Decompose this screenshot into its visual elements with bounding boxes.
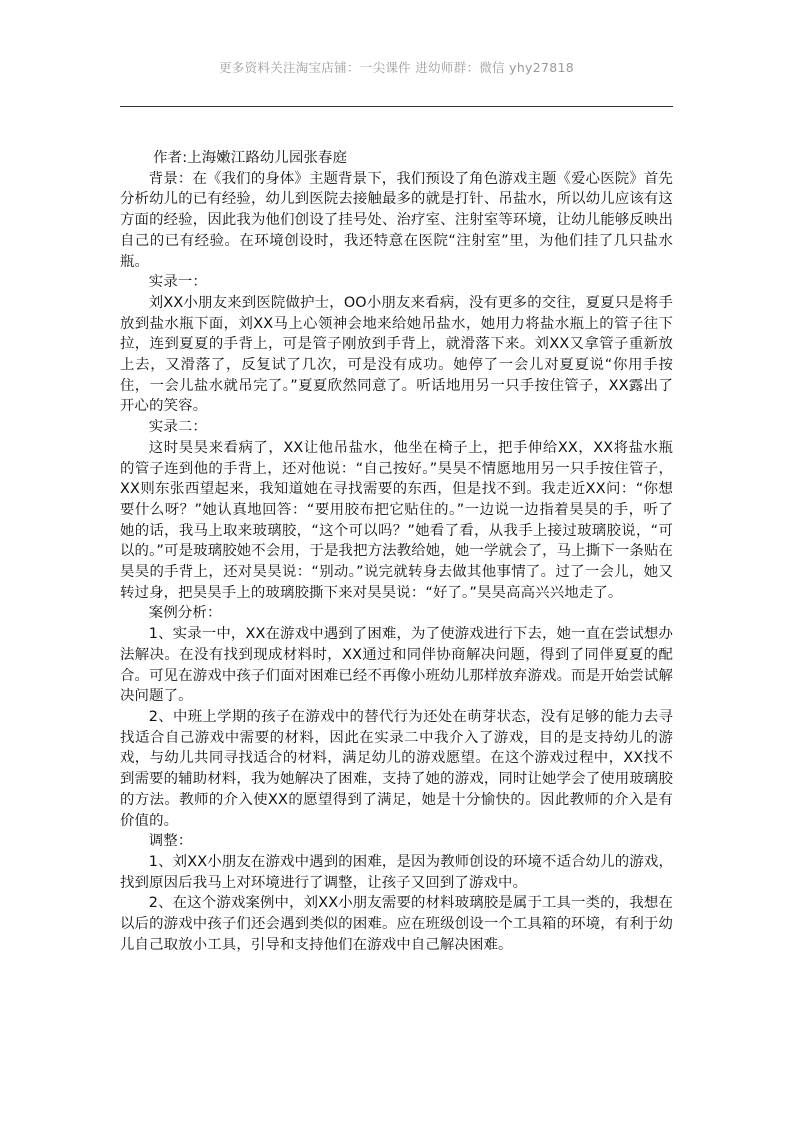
analysis-paragraph-2: 2、中班上学期的孩子在游戏中的替代行为还处在萌芽状态，没有足够的能力去寻找适合自己游戏中需要的材料，因此在实录二中我介入了游戏，目的是支持幼儿的游戏，与幼儿共同寻找适合的材料，满足幼儿的游戏愿望。在这个游戏过程中，XX找不到需要的辅助材料，我为她解决了困难，支持了她的游戏，同时让她学会了使用玻璃胶的方法。教师的介入使XX的愿望得到了满足，她是十分愉快的。因此教师的介入是有价值的。 [120,708,673,829]
section-heading-record-one: 实录一： [148,274,207,291]
analysis-paragraph-1: 1、实录一中，XX在游戏中遇到了困难，为了使游戏进行下去，她一直在尝试想办法解决。在没有找到现成材料时，XX通过和同伴协商解决问题，得到了同伴夏夏的配合。可见在游戏中孩子们面对困难已经不再像小班幼儿那样放弃游戏。而是开始尝试解决问题了。 [120,626,673,705]
record-two-paragraph: 这时昊昊来看病了，XX让他吊盐水，他坐在椅子上，把手伸给XX，XX将盐水瓶的管子连到他的手背上，还对他说：“自己按好。”昊昊不情愿地用另一只手按住管子，XX则东张西望起来，我知道她在寻找需要的东西，但是找不到。我走近XX问：“你想要什么呀？”她认真地回答：“要用胶布把它贴住的。”一边说一边指着昊昊的手，听了她的话，我马上取来玻璃胶，“这个可以吗？”她看了看，从我手上接过玻璃胶说，“可以的。”可是玻璃胶她不会用，于是我把方法教给她，她一学就会了，马上撕下一条贴在昊昊的手背上，还对昊昊说：“别动。”说完就转身去做其他事情了。过了一会儿，她又转过身，把昊昊手上的玻璃胶撕下来对昊昊说：“好了。”昊昊高高兴兴地走了。 [120,439,673,601]
author-line: 作者:上海嫩江路幼儿园张春庭 [153,150,348,166]
record-one-paragraph: 刘XX小朋友来到医院做护士，OO小朋友来看病，没有更多的交往，夏夏只是将手放到盐水瓶下面，刘XX马上心领神会地来给她吊盐水，她用力将盐水瓶上的管子往下拉，连到夏夏的手背上，可是管子刚放到手背上，就滑落下来。刘XX又拿管子重新放上去，又滑落了，反复试了几次，可是没有成功。她停了一会儿对夏夏说“你用手按住，一会儿盐水就吊完了。”夏夏欣然同意了。听话地用另一只手按住管子，XX露出了开心的笑容。 [120,294,673,415]
background-paragraph: 背景：在《我们的身体》主题背景下，我们预设了角色游戏主题《爱心医院》首先分析幼儿的已有经验，幼儿到医院去接触最多的就是打针、吊盐水，所以幼儿应该有这方面的经验，因此我为他们创设了挂号处、治疗室、注射室等环境，让幼儿能够反映出自己的已有经验。在环境创设时，我还特意在医院“注射室”里，为他们挂了几只盐水瓶。 [120,170,673,270]
header-divider [120,106,673,107]
section-heading-analysis: 案例分析： [148,605,222,622]
adjustment-paragraph-2: 2、在这个游戏案例中，刘XX小朋友需要的材料玻璃胶是属于工具一类的，我想在以后的游戏中孩子们还会遇到类似的困难。应在班级创设一个工具箱的环境，有利于幼儿自己取放小工具，引导和支持他们在游戏中自己解决困难。 [120,895,673,953]
section-heading-record-two: 实录二： [148,419,207,436]
section-heading-adjustment: 调整： [148,833,193,850]
document-body [120,148,673,955]
adjustment-paragraph-1: 1、刘XX小朋友在游戏中遇到的困难，是因为教师创设的环境不适合幼儿的游戏，找到原因后我马上对环境进行了调整，让孩子又回到了游戏中。 [120,853,673,891]
watermark-header: 更多资料关注淘宝店铺：一尖课件 进幼师群：微信 yhy27818 [218,60,575,75]
